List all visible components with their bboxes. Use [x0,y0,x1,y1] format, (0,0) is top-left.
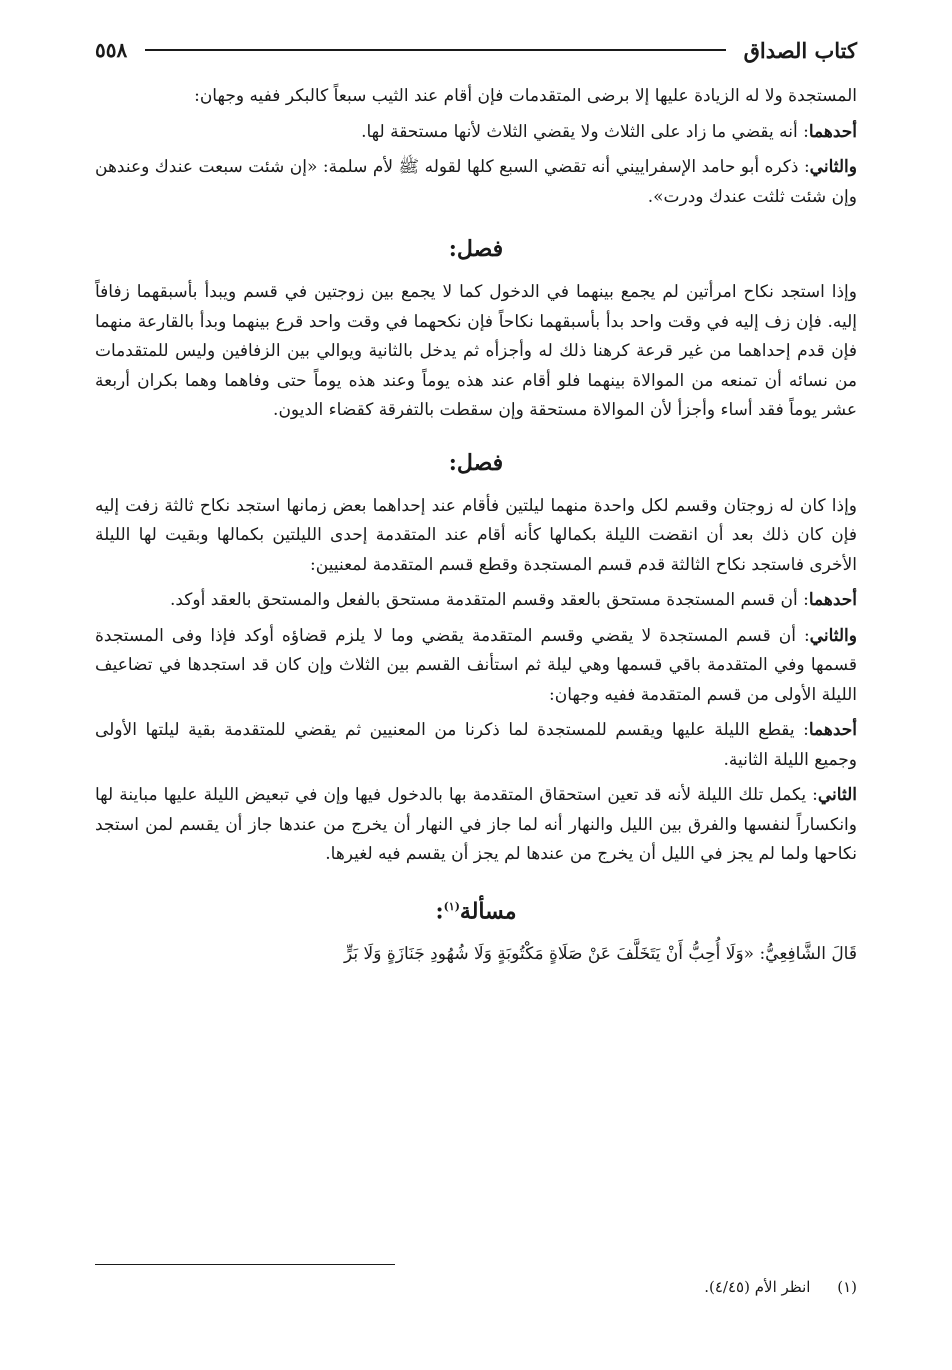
section-heading: فصل: [448,449,504,476]
page-body [95,82,857,969]
term-label: أحدهما [808,590,857,610]
section-heading: فصل: [448,236,504,262]
book-title: كتاب الصداق [743,37,857,63]
paragraph: وإذا استجد نكاح امرأتين لم يجمع بينهما في الدخول كما لا يجمع بين زوجتين في قسم ويبدأ بأسبقهما زفافاً إليه. فإن زف إليه في وقت واحد بدأ بأسبقهما نكاحاً فإن نكحهما في وقت واحد قرع بينهما وبدأ بالقارعة منهما فإن قدم إحداهما من غير قرعة كرهنا ذلك له وأجزأه ثم يدخل بالثانية ويوالي بين الزفافين وليس للمتقدمات من نسائه أن تمنعه من الموالاة بينهما فلو أقام عند هذه يوماً وعند هذه يوماً حتى وفاهما وهما بكران أربعة عشر يوماً فقد أساء وأجزأ لأن الموالاة مستحقة وإن سقطت بالتفرقة كقضاء الديون. [95,282,857,420]
term-label: الثاني [817,785,857,805]
paragraph [95,622,857,711]
term-label: والثاني [809,625,857,646]
paragraph-text: : أن قسم المستجدة لا يقضي وقسم المتقدمة يقضي وما لا يلزم قضاؤه أوكد فإذا وفى المستجدة قسمها وفي المتقدمة باقي قسمها وهي ليلة ثم استأنف القسم بين الثلاث وإن كان قد استجدها في تضاعيف الليلة الأولى من قسم المتقدمة ففيه وجهان: [95,625,857,705]
paragraph [95,781,857,870]
page-number: ٥٥٨ [95,38,128,62]
page-header [95,30,857,70]
footnote-text: انظر الأم (٤/٤٥). [704,1278,811,1296]
footnote-reference: (١) [443,899,460,913]
header-rule [145,49,725,51]
footnote-separator [95,1264,395,1265]
paragraph-text: : يكمل تلك الليلة لأنه قد تعين استحقاق المتقدمة بها بالدخول فيها وإن في تبعيض الليلة عليها مباينة لها وانكساراً لنفسها والفرق بين الليل والنهار أنه لما جاز في النهار أن يخرج من عندها جاز أن يقسم لمن استجد نكاحها ولما لم يجز في الليل أن يخرج من عندها لم يجز أن يقسم فيه لغيرها. [95,785,857,864]
paragraph-text: : يقطع الليلة عليها ويقسم للمستجدة لما ذكرنا من المعنيين ثم يقضي للمتقدمة بقية ليلتها الأولى وجميع الليلة الثانية. [95,720,857,770]
paragraph [95,586,857,616]
paragraph [95,716,857,775]
section-heading-colon: : [435,897,444,924]
section-heading-text: مسألة [459,897,517,924]
paragraph: قَالَ الشَّافِعِيُّ: «وَلَا أُحِبُّ أَنْ يَتَخَلَّفَ عَنْ صَلَاةٍ مَكْتُوبَةٍ وَلَا شُهُودِ جَنَازَةٍ وَلَا بَرٍّ [344,943,857,964]
paragraph-text: : أن قسم المستجدة مستحق بالعقد وقسم المتقدمة مستحق بالفعل والمستحق بالعقد أوكد. [169,590,809,610]
paragraph [95,118,857,148]
paragraph: وإذا كان له زوجتان وقسم لكل واحدة منهما ليلتين فأقام عند إحداهما بعض زمانها استجد نكاح ثالثة زفت إليه فإن كان ذلك بعد أن انقضت الليلة بكمالها كأنه أقام عند المتقدمة إحدى الليلتين بكمالها وبقيت لها الليلة الأخرى فاستجد نكاح الثالثة قدم قسم المستجدة وقطع قسم المتقدمة لمعنيين: [95,495,857,575]
term-label: أحدهما [808,121,857,142]
paragraph [95,153,857,212]
term-label: والثاني [809,157,857,177]
term-label: أحدهما [808,720,857,740]
book-page [95,30,857,1370]
footnotes [95,1278,857,1296]
section-heading [95,892,857,926]
paragraph: المستجدة ولا له الزيادة عليها إلا برضى المتقدمات فإن أقام عند الثيب سبعاً كالبكر ففيه وجهان: [194,86,857,106]
paragraph-text: : أنه يقضي ما زاد على الثلاث ولا يقضي الثلاث لأنها مستحقة لها. [361,121,809,142]
paragraph-text: : ذكره أبو حامد الإسفراييني أنه تقضي السبع كلها لقوله ﷺ لأم سلمة: «إن شئت سبعت عندك وعندهن وإن شئت ثلثت عندك ودرت». [95,157,857,207]
footnote-mark: (١) [837,1278,857,1296]
